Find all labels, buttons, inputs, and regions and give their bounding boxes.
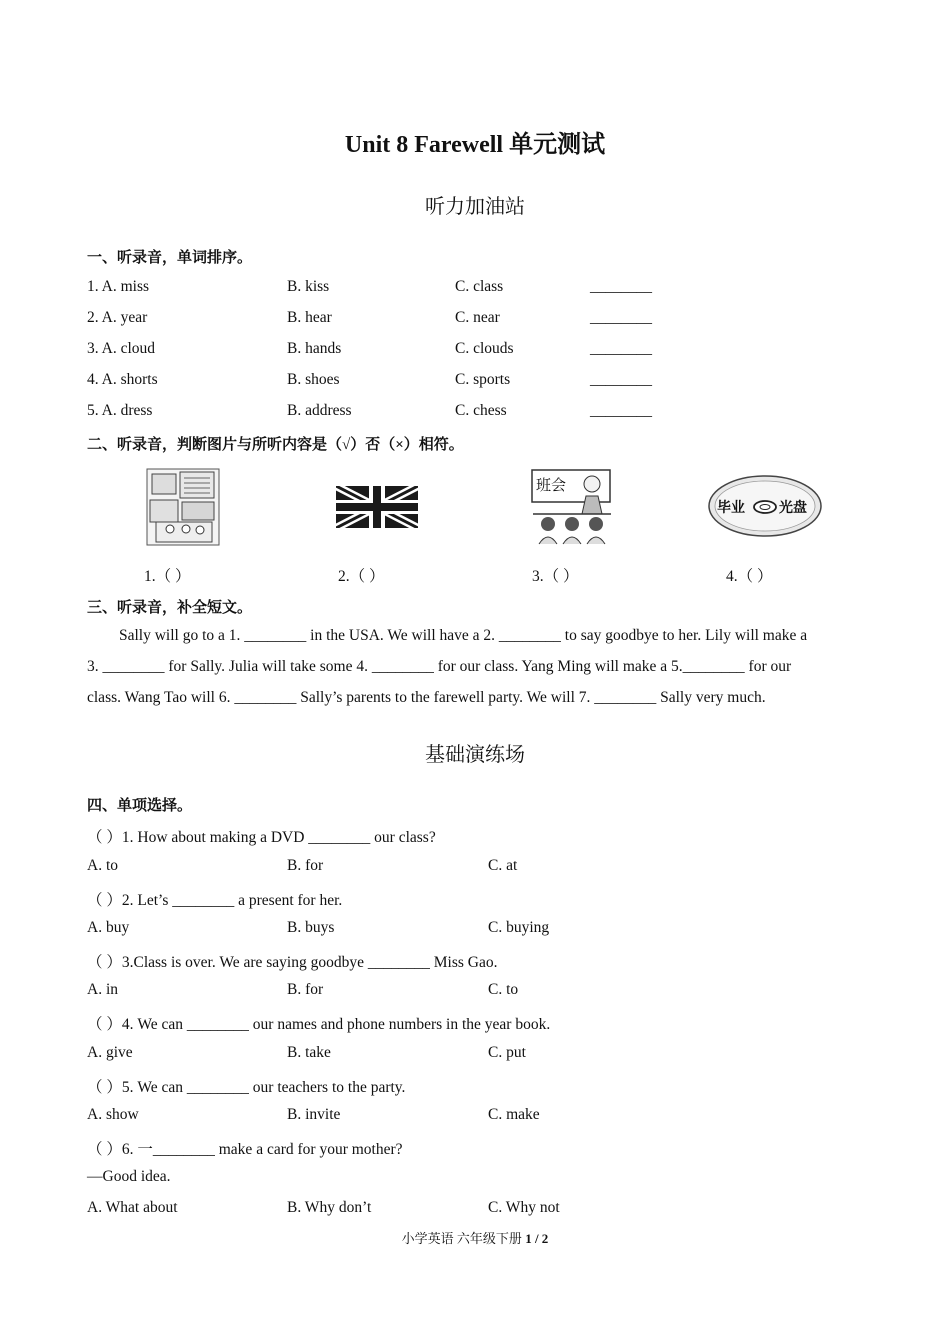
s4-q1-b: B. for <box>287 857 324 874</box>
s4-q4[interactable]: （ ）4. We can ________ our names and phone numbers in the year book. <box>87 1016 551 1033</box>
s1-row2-blank[interactable]: ________ <box>590 309 652 326</box>
s1-row3-blank[interactable]: ________ <box>590 340 652 357</box>
s1-row3-c: C. clouds <box>455 340 514 357</box>
s4-q4-c: C. put <box>488 1044 526 1061</box>
s4-q6-reply: —Good idea. <box>87 1168 171 1185</box>
s2-item3[interactable]: 3.（ ） <box>532 568 579 585</box>
uk-flag-picture <box>336 486 418 528</box>
s1-row5-b: B. address <box>287 402 352 419</box>
s4-q5-c: C. make <box>488 1106 540 1123</box>
section3-heading: 三、听录音，补全短文。 <box>87 600 253 616</box>
s4-q4-b: B. take <box>287 1044 331 1061</box>
s4-q2-b: B. buys <box>287 919 335 936</box>
s1-row3-b: B. hands <box>287 340 342 357</box>
page-number: 1 / 2 <box>525 1231 549 1246</box>
s1-row4-a: 4. A. shorts <box>87 371 158 388</box>
section1-heading: 一、听录音，单词排序。 <box>87 250 253 266</box>
s1-row1-b: B. kiss <box>287 278 330 295</box>
part2-heading: 基础演练场 <box>425 744 525 766</box>
graduation-cd-picture <box>707 474 823 538</box>
s1-row1-blank[interactable]: ________ <box>590 278 652 295</box>
class-meeting-picture <box>530 468 614 546</box>
cd-text-right: 光盘 <box>779 500 807 516</box>
s1-row3-a: 3. A. cloud <box>87 340 156 357</box>
s3-line2: 3. ________ for Sally. Julia will take some 4. ________ for our class. Yang Ming will make a 5.________ for our <box>87 658 792 675</box>
s4-q6-c: C. Why not <box>488 1199 560 1216</box>
s4-q4-a: A. give <box>87 1044 133 1061</box>
s1-row5-a: 5. A. dress <box>87 402 153 419</box>
s1-row4-c: C. sports <box>455 371 511 388</box>
s4-q3-c: C. to <box>488 981 519 998</box>
footer-text: 小学英语 六年级下册 <box>401 1231 526 1246</box>
s2-item4[interactable]: 4.（ ） <box>726 568 773 585</box>
s4-q2[interactable]: （ ）2. Let’s ________ a present for her. <box>87 892 343 909</box>
cd-text-left: 毕业 <box>717 500 745 516</box>
s2-item2[interactable]: 2.（ ） <box>338 568 385 585</box>
section4-heading: 四、单项选择。 <box>87 798 193 814</box>
yearbook-picture <box>146 468 220 546</box>
s1-row5-c: C. chess <box>455 402 507 419</box>
s1-row1-a: 1. A. miss <box>87 278 150 295</box>
s4-q3-b: B. for <box>287 981 324 998</box>
s1-row2-b: B. hear <box>287 309 332 326</box>
s4-q5-a: A. show <box>87 1106 139 1123</box>
class-meeting-text: 班会 <box>536 476 567 494</box>
s1-row2-a: 2. A. year <box>87 309 148 326</box>
s1-row5-blank[interactable]: ________ <box>590 402 652 419</box>
s4-q2-c: C. buying <box>488 919 550 936</box>
page-title: Unit 8 Farewell 单元测试 <box>344 132 606 158</box>
s4-q1-c: C. at <box>488 857 518 874</box>
s1-row4-b: B. shoes <box>287 371 340 388</box>
s4-q5[interactable]: （ ）5. We can ________ our teachers to the party. <box>87 1079 406 1096</box>
s4-q1-a: A. to <box>87 857 118 874</box>
section2-heading: 二、听录音，判断图片与所听内容是（√）否（×）相符。 <box>87 437 464 453</box>
s2-item1[interactable]: 1.（ ） <box>144 568 191 585</box>
s4-q3[interactable]: （ ）3.Class is over. We are saying goodbye ________ Miss Gao. <box>87 954 498 971</box>
s3-line3: class. Wang Tao will 6. ________ Sally’s parents to the farewell party. We will 7. ________ Sally very much. <box>87 689 766 706</box>
s4-q6-b: B. Why don’t <box>287 1199 372 1216</box>
s1-row4-blank[interactable]: ________ <box>590 371 652 388</box>
s3-line1: Sally will go to a 1. ________ in the USA. We will have a 2. ________ to say goodbye to her. Lily will make a <box>119 627 808 644</box>
s4-q6-a: A. What about <box>87 1199 178 1216</box>
page-footer <box>0 1228 950 1247</box>
s4-q3-a: A. in <box>87 981 118 998</box>
s4-q1[interactable]: （ ）1. How about making a DVD ________ our class? <box>87 829 436 846</box>
s1-row2-c: C. near <box>455 309 500 326</box>
s4-q6[interactable]: （ ）6. 一________ make a card for your mother? <box>87 1141 403 1158</box>
s4-q2-a: A. buy <box>87 919 130 936</box>
s4-q5-b: B. invite <box>287 1106 341 1123</box>
part1-heading: 听力加油站 <box>425 196 525 218</box>
s1-row1-c: C. class <box>455 278 504 295</box>
